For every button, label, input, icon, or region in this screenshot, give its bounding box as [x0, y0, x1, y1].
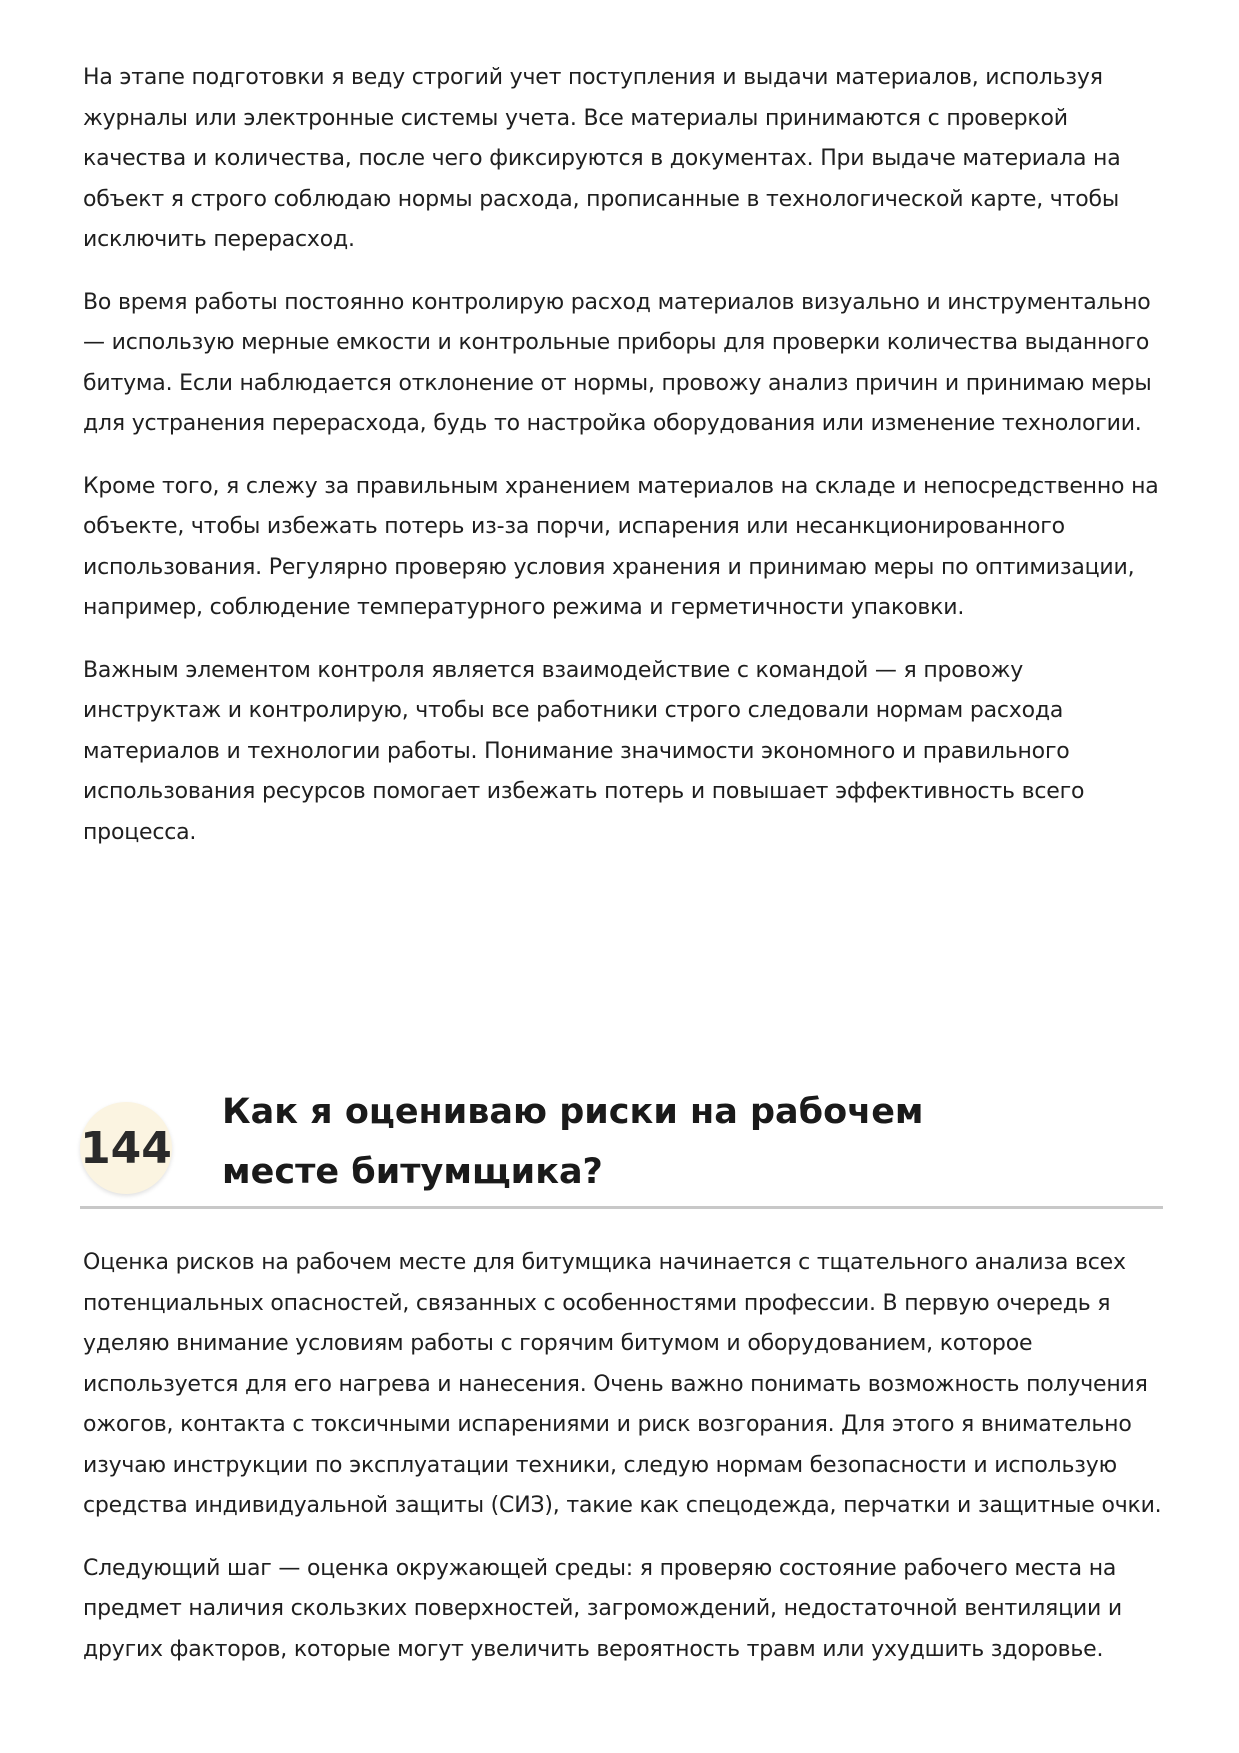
intro-paragraph-1: На этапе подготовки я веду строгий учет поступления и выдачи материалов, используя журналы или электронные системы учета. Все материалы принимаются с проверкой качества и количества, после чего фиксируются в документах. При выдаче материала на объект я строго соблюдаю нормы расхода, прописанные в технологической карте, чтобы исключить перерасход.	[83, 65, 1121, 252]
question-header	[80, 1082, 1163, 1209]
answer-paragraph-1: Оценка рисков на рабочем месте для битумщика начинается с тщательного анализа всех потенциальных опасностей, связанных с особенностями профессии. В первую очередь я уделяю внимание условиям работы с горячим битумом и оборудованием, которое используется для его нагрева и нанесения. Очень важно понимать возможность получения ожогов, контакта с токсичными испарениями и риск возгорания. Для этого я внимательно изучаю инструкции по эксплуатации техники, следую нормам безопасности и использую средства индивидуальной защиты (СИЗ), такие как спецодежда, перчатки и защитные очки.	[83, 1250, 1162, 1518]
intro-paragraph-3: Кроме того, я слежу за правильным хранением материалов на складе и непосредственно на объекте, чтобы избежать потерь из-за порчи, испарения или несанкционированного использования. Регулярно проверяю условия хранения и принимаю меры по оптимизации, например, соблюдение температурного режима и герметичности упаковки.	[83, 473, 1159, 620]
question-title: Как я оцениваю риски на рабочем месте битумщика?	[222, 1092, 924, 1192]
answer-section	[83, 1243, 1163, 1692]
answer-paragraph-2: Следующий шаг — оценка окружающей среды: я проверяю состояние рабочего места на предмет наличия скользких поверхностей, загромождений, недостаточной вентиляции и других факторов, которые могут увеличить вероятность травм или ухудшить здоровье.	[83, 1555, 1122, 1662]
question-number-badge: 144	[80, 1102, 172, 1194]
intro-paragraph-4: Важным элементом контроля является взаимодействие с командой — я провожу инструктаж и контролирую, чтобы все работники строго следовали нормам расхода материалов и технологии работы. Понимание значимости экономного и правильного использования ресурсов помогает избежать потерь и повышает эффективность всего процесса.	[83, 657, 1085, 845]
intro-paragraph-2: Во время работы постоянно контролирую расход материалов визуально и инструментально — использую мерные емкости и контрольные приборы для проверки количества выданного битума. Если наблюдается отклонение от нормы, провожу анализ причин и принимаю меры для устранения перерасхода, будь то настройка оборудования или изменение технологии.	[83, 289, 1152, 436]
intro-section	[83, 58, 1163, 875]
